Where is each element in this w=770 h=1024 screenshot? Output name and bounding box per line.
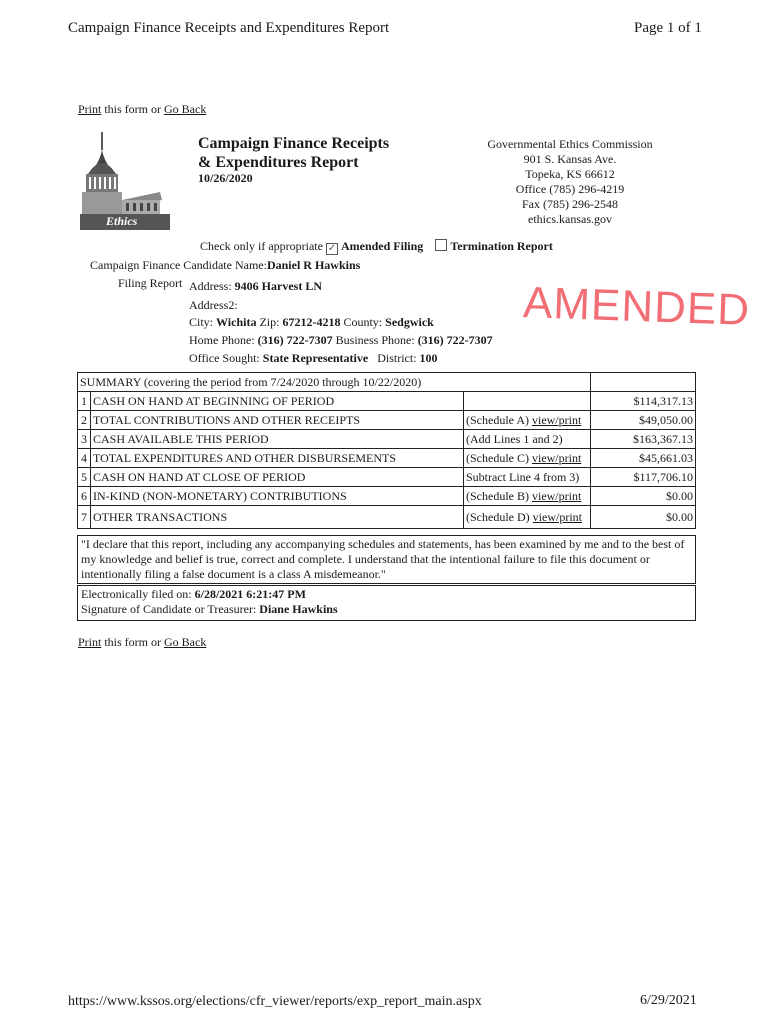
city-row [189,315,434,330]
check-row [200,239,553,255]
row-schedule-note [464,449,591,468]
row-amount: $117,706.10 [591,468,696,487]
office-label: Office Sought: [189,351,260,365]
address2-label: Address2: [189,298,238,312]
summary-row [78,506,696,529]
schedule-note-text: (Schedule C) [466,450,532,465]
address-row [189,279,322,294]
declaration-box: "I declare that this report, including any accompanying schedules and statements, has been examined by me and to the best of my knowledge and belief is true, correct and complete. I understand that the intentional failure to file this document or intentionally filing a false document is a class A misdemeanor." [77,535,696,584]
filing-info-box [77,585,696,621]
schedule-note-text: (Schedule A) [466,412,532,427]
check-label: Check only if appropriate [200,239,323,253]
office-row [189,351,438,366]
schedule-note-text: (Add Lines 1 and 2) [466,431,563,446]
document-header-title: Campaign Finance Receipts and Expenditures Report [68,20,390,36]
row-label: TOTAL CONTRIBUTIONS AND OTHER RECEIPTS [91,411,464,430]
capitol-logo [80,130,170,230]
row-number: 7 [78,506,91,529]
nav-separator-text: this form or [101,102,165,116]
county-value: Sedgwick [385,315,434,329]
termination-label: Termination Report [450,239,553,253]
print-link-bottom[interactable]: Print [78,635,102,649]
view-print-link[interactable]: view/print [531,450,582,465]
schedule-note-text: (Schedule B) [466,488,532,503]
candidate-label: Campaign Finance Candidate Name: [90,258,267,272]
district-label: District: [377,351,417,365]
amended-checkbox[interactable]: ✓ [327,243,337,254]
view-print-link[interactable]: view/print [532,509,582,524]
summary-heading: SUMMARY (covering the period from 7/24/2020 through 10/22/2020) [78,373,464,392]
row-amount: $0.00 [591,487,696,506]
filed-value: 6/28/2021 6:21:47 PM [194,587,306,601]
print-link[interactable]: Print [78,102,102,116]
city-label: City: [189,315,214,329]
termination-checkbox[interactable] [435,239,447,251]
go-back-link-bottom[interactable]: Go Back [164,635,207,649]
summary-heading-spacer [464,373,591,392]
filed-label: Electronically filed on: [81,587,192,601]
view-print-link[interactable]: view/print [531,412,582,427]
report-title-line1: Campaign Finance Receipts [198,135,390,152]
summary-heading-row [78,373,696,392]
logo-text: Ethics [106,214,138,228]
row-number: 5 [78,468,91,487]
top-nav [78,102,206,117]
row-label: CASH ON HAND AT CLOSE OF PERIOD [91,468,464,487]
footer-url: https://www.kssos.org/elections/cfr_viewer/reports/exp_report_main.aspx [68,994,482,1009]
phone-row [189,333,493,348]
row-label: CASH AVAILABLE THIS PERIOD [91,430,464,449]
summary-table [77,372,696,529]
amended-stamp: AMENDED [522,278,751,335]
row-amount: $45,661.03 [591,449,696,468]
row-schedule-note [464,430,591,449]
candidate-name: Daniel R Hawkins [266,258,361,272]
report-title-line2: & Expenditures Report [198,154,359,171]
row-schedule-note [464,468,591,487]
summary-row [78,487,696,506]
business-phone-label: Business Phone: [335,333,415,347]
row-amount: $49,050.00 [591,411,696,430]
district-value: 100 [419,351,438,365]
row-number: 6 [78,487,91,506]
amended-label: Amended Filing [340,239,424,253]
row-number: 4 [78,449,91,468]
row-schedule-note [464,392,591,411]
row-label: CASH ON HAND AT BEGINNING OF PERIOD [91,392,464,411]
filing-report-label: Filing Report [118,276,183,290]
row-label: TOTAL EXPENDITURES AND OTHER DISBURSEMENTS [91,449,464,468]
schedule-note-text: Subtract Line 4 from 3) [466,469,580,484]
zip-label: Zip: [259,315,280,329]
commission-fax: Fax (785) 296-2548 [522,197,618,211]
summary-row [78,468,696,487]
signature-value: Diane Hawkins [259,602,338,616]
commission-website: ethics.kansas.gov [528,212,612,226]
summary-row [78,430,696,449]
row-schedule-note [464,487,591,506]
row-number: 1 [78,392,91,411]
bottom-nav [78,635,206,650]
office-value: State Representative [262,351,369,365]
footer-date: 6/29/2021 [640,993,697,1008]
home-phone-value: (316) 722-7307 [257,333,333,347]
row-amount: $163,367.13 [591,430,696,449]
address-label: Address: [189,279,232,293]
row-number: 2 [78,411,91,430]
nav-separator-text-bottom: this form or [101,635,165,649]
page-number: Page 1 of 1 [634,20,702,36]
row-schedule-note [464,506,591,529]
row-number: 3 [78,430,91,449]
row-amount: $0.00 [591,506,696,529]
summary-row [78,411,696,430]
county-label: County: [343,315,383,329]
row-amount: $114,317.13 [591,392,696,411]
row-schedule-note [464,411,591,430]
commission-street: 901 S. Kansas Ave. [523,152,617,166]
city-value: Wichita [216,315,257,329]
row-label: OTHER TRANSACTIONS [91,506,464,529]
home-phone-label: Home Phone: [189,333,255,347]
address-value: 9406 Harvest LN [234,279,322,293]
summary-row [78,449,696,468]
summary-row [78,392,696,411]
business-phone-value: (316) 722-7307 [417,333,493,347]
commission-block [470,137,670,227]
report-date: 10/26/2020 [198,171,253,185]
signature-label: Signature of Candidate or Treasurer: [81,602,257,616]
schedule-note-text: (Schedule D) [466,509,533,524]
summary-heading-spacer [591,373,696,392]
commission-office-phone: Office (785) 296-4219 [515,182,625,196]
go-back-link[interactable]: Go Back [164,102,207,116]
commission-city: Topeka, KS 66612 [525,167,615,181]
row-label: IN-KIND (NON-MONETARY) CONTRIBUTIONS [91,487,464,506]
view-print-link[interactable]: view/print [531,488,582,503]
zip-value: 67212-4218 [282,315,341,329]
candidate-row [90,258,360,273]
commission-name: Governmental Ethics Commission [487,137,653,151]
